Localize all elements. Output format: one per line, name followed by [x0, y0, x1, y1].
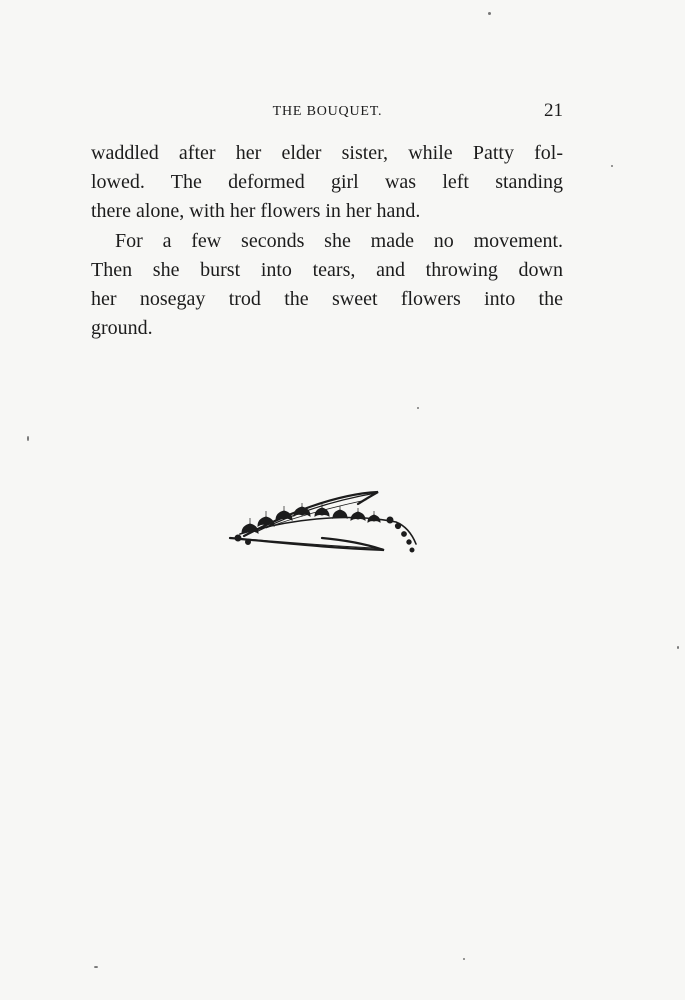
- text-line: there alone, with her flowers in her hand.: [91, 200, 421, 222]
- text-line: lowed. The deformed girl was left standing: [91, 171, 563, 193]
- page-number: 21: [544, 100, 563, 121]
- scan-speck: [27, 436, 29, 441]
- running-head: [90, 100, 565, 128]
- scan-speck: [463, 958, 465, 960]
- text-line: waddled after her elder sister, while Patty fol-: [91, 142, 563, 164]
- scan-speck: [94, 966, 98, 968]
- paragraph-1: [91, 139, 563, 226]
- body-text: [91, 139, 563, 343]
- text-line: Then she burst into tears, and throwing down: [91, 259, 563, 281]
- scan-speck: [677, 646, 679, 649]
- scan-speck: [488, 12, 491, 15]
- text-line: her nosegay trod the sweet flowers into the: [91, 288, 563, 310]
- paragraph-2: [91, 227, 563, 343]
- lily-of-the-valley-sprig-icon: [226, 484, 422, 564]
- scan-speck: [417, 407, 419, 409]
- text-line: ground.: [91, 317, 153, 339]
- text-line: For a few seconds she made no movement.: [115, 230, 563, 252]
- running-title: THE BOUQUET.: [272, 104, 383, 119]
- scan-speck: [611, 165, 613, 167]
